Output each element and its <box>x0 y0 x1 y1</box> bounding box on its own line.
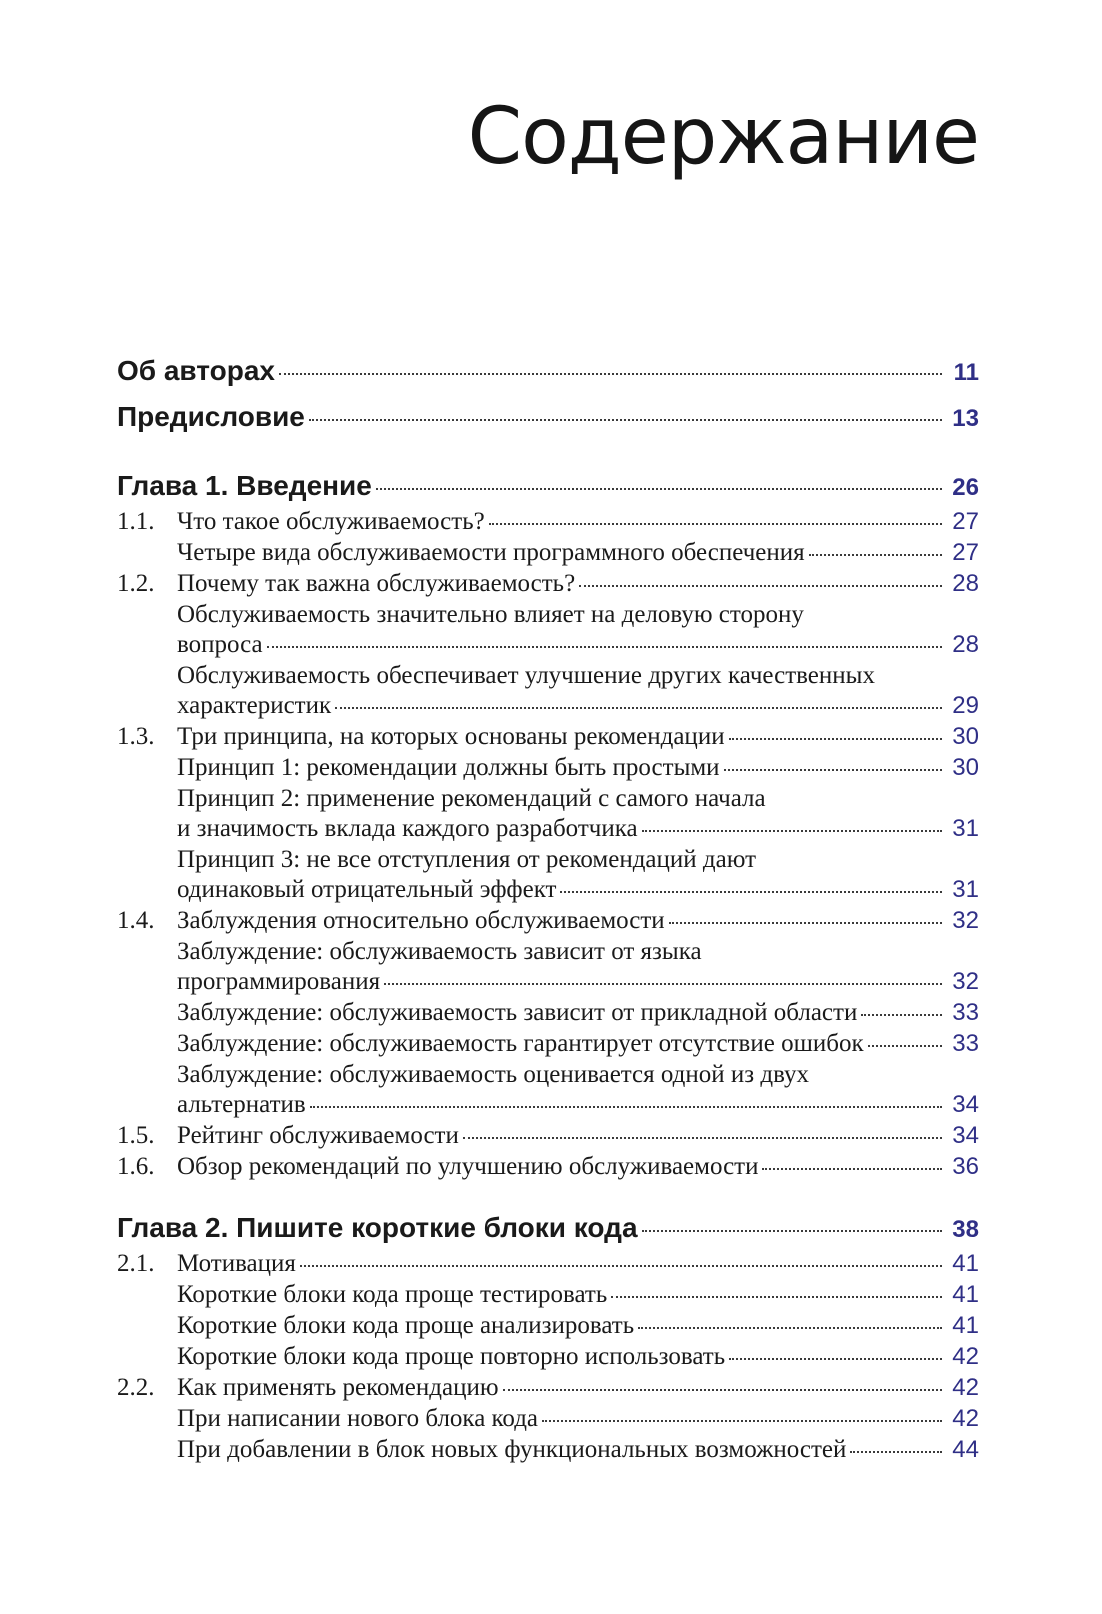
entry-title: Обслуживаемость обеспечивает улучшение других качественных <box>177 662 875 689</box>
dot-leader <box>861 1012 942 1016</box>
entry-title: Обзор рекомендаций по улучшению обслуживаемости <box>177 1153 759 1180</box>
toc-entry[interactable] <box>117 905 979 936</box>
page-number: 32 <box>952 907 979 934</box>
entry-title: одинаковый отрицательный эффект <box>177 876 557 903</box>
page-number: 31 <box>952 815 979 842</box>
entry-title: и значимость вклада каждого разработчика <box>177 815 638 842</box>
toc-entry[interactable] <box>117 1120 979 1151</box>
page-title: Содержание <box>467 92 979 182</box>
toc-entry[interactable] <box>117 568 979 599</box>
toc-entry[interactable] <box>117 1310 979 1341</box>
entry-title: Глава 2. Пишите короткие блоки кода <box>117 1212 638 1243</box>
table-of-contents <box>117 348 979 1465</box>
chapter-spacer <box>117 1182 979 1208</box>
toc-entry[interactable] <box>117 814 979 844</box>
toc-entry[interactable] <box>117 752 979 783</box>
page-number: 28 <box>952 631 979 658</box>
toc-entry[interactable] <box>117 997 979 1028</box>
toc-entry[interactable] <box>117 537 979 568</box>
toc-entry[interactable] <box>117 875 979 905</box>
entry-title: Что такое обслуживаемость? <box>177 508 485 535</box>
page-number: 33 <box>952 1030 979 1057</box>
page-number: 34 <box>952 1122 979 1149</box>
page-number: 42 <box>952 1374 979 1401</box>
section-number: 1.6. <box>117 1153 155 1180</box>
entry-title: программирования <box>177 968 381 995</box>
chapter-spacer <box>117 440 979 466</box>
page-number: 28 <box>952 570 979 597</box>
dot-leader <box>809 552 942 556</box>
dot-leader <box>611 1294 942 1298</box>
entry-title: Рейтинг обслуживаемости <box>177 1122 459 1149</box>
page-number: 41 <box>952 1312 979 1339</box>
page-number: 42 <box>952 1405 979 1432</box>
toc-entry[interactable] <box>117 783 979 814</box>
entry-title: Заблуждение: обслуживаемость зависит от прикладной области <box>177 999 858 1026</box>
entry-title: При добавлении в блок новых функциональных возможностей <box>177 1436 847 1463</box>
entry-title: Принцип 3: не все отступления от рекомендаций дают <box>177 846 757 873</box>
entry-title: Заблуждение: обслуживаемость зависит от языка <box>177 938 702 965</box>
page-number: 30 <box>952 723 979 750</box>
page-number: 32 <box>952 968 979 995</box>
dot-leader <box>335 705 942 709</box>
toc-entry[interactable] <box>117 466 979 506</box>
section-number: 1.4. <box>117 907 155 934</box>
toc-entry[interactable] <box>117 1403 979 1434</box>
page-number: 34 <box>952 1091 979 1118</box>
toc-entry[interactable] <box>117 599 979 630</box>
toc-entry[interactable] <box>117 967 979 997</box>
dot-leader <box>850 1449 942 1453</box>
page-number: 27 <box>952 508 979 535</box>
toc-entry[interactable] <box>117 1341 979 1372</box>
section-number: 1.5. <box>117 1122 155 1149</box>
dot-leader <box>376 486 942 490</box>
toc-entry[interactable] <box>117 721 979 752</box>
entry-title: Принцип 2: применение рекомендаций с самого начала <box>177 785 766 812</box>
entry-title: Короткие блоки кода проще повторно использовать <box>177 1343 726 1370</box>
dot-leader <box>310 1104 942 1108</box>
page-number: 41 <box>952 1250 979 1277</box>
entry-title: Обслуживаемость значительно влияет на деловую сторону <box>177 601 804 628</box>
dot-leader <box>463 1135 942 1139</box>
page-number: 27 <box>952 539 979 566</box>
entry-title: Заблуждение: обслуживаемость оценивается одной из двух <box>177 1061 810 1088</box>
toc-entry[interactable] <box>117 1090 979 1120</box>
dot-leader <box>503 1387 942 1391</box>
entry-title: Как применять рекомендацию <box>177 1374 499 1401</box>
dot-leader <box>642 828 942 832</box>
toc-entry[interactable] <box>117 394 979 440</box>
entry-title: Мотивация <box>177 1250 296 1277</box>
toc-entry[interactable] <box>117 348 979 394</box>
page-number: 29 <box>952 692 979 719</box>
toc-entry[interactable] <box>117 506 979 537</box>
section-number: 2.2. <box>117 1374 155 1401</box>
toc-entry[interactable] <box>117 1151 979 1182</box>
entry-title: Предисловие <box>117 401 305 432</box>
entry-title: Три принципа, на которых основаны рекомендации <box>177 723 725 750</box>
dot-leader <box>309 417 942 421</box>
entry-title: При написании нового блока кода <box>177 1405 539 1432</box>
entry-title: Почему так важна обслуживаемость? <box>177 570 576 597</box>
toc-entry[interactable] <box>117 1208 979 1248</box>
page-number: 44 <box>952 1436 979 1463</box>
toc-entry[interactable] <box>117 1059 979 1090</box>
page-number: 26 <box>952 474 979 501</box>
toc-entry[interactable] <box>117 1248 979 1279</box>
dot-leader <box>542 1418 942 1422</box>
entry-title: Заблуждения относительно обслуживаемости <box>177 907 665 934</box>
dot-leader <box>724 767 942 771</box>
entry-title: Глава 1. Введение <box>117 470 372 501</box>
dot-leader <box>638 1325 942 1329</box>
page-number: 41 <box>952 1281 979 1308</box>
dot-leader <box>868 1043 942 1047</box>
dot-leader <box>579 583 942 587</box>
entry-title: Об авторах <box>117 355 275 386</box>
toc-entry[interactable] <box>117 936 979 967</box>
entry-title: характеристик <box>177 692 332 719</box>
toc-entry[interactable] <box>117 1028 979 1059</box>
page-number: 38 <box>952 1216 979 1243</box>
entry-title: Короткие блоки кода проще анализировать <box>177 1312 635 1339</box>
page-number: 31 <box>952 876 979 903</box>
dot-leader <box>642 1228 942 1232</box>
toc-entry[interactable] <box>117 660 979 691</box>
section-number: 1.1. <box>117 508 155 535</box>
page-number: 42 <box>952 1343 979 1370</box>
dot-leader <box>300 1263 942 1267</box>
dot-leader <box>267 644 942 648</box>
toc-entry[interactable] <box>117 1279 979 1310</box>
entry-title: вопроса <box>177 631 263 658</box>
dot-leader <box>279 371 942 375</box>
section-number: 2.1. <box>117 1250 155 1277</box>
entry-title: Четыре вида обслуживаемости программного обеспечения <box>177 539 805 566</box>
dot-leader <box>762 1166 942 1170</box>
dot-leader <box>560 889 942 893</box>
section-number: 1.3. <box>117 723 155 750</box>
toc-entry[interactable] <box>117 1372 979 1403</box>
page-number: 11 <box>953 359 979 386</box>
entry-title: Заблуждение: обслуживаемость гарантирует отсутствие ошибок <box>177 1030 864 1057</box>
dot-leader <box>729 736 942 740</box>
section-number: 1.2. <box>117 570 155 597</box>
page-number: 30 <box>952 754 979 781</box>
page-number: 13 <box>952 405 979 432</box>
toc-entry[interactable] <box>117 1434 979 1465</box>
dot-leader <box>669 920 942 924</box>
toc-entry[interactable] <box>117 844 979 875</box>
toc-entry[interactable] <box>117 630 979 660</box>
toc-entry[interactable] <box>117 691 979 721</box>
entry-title: Короткие блоки кода проще тестировать <box>177 1281 608 1308</box>
dot-leader <box>489 521 942 525</box>
page-number: 36 <box>952 1153 979 1180</box>
entry-title: альтернатив <box>177 1091 306 1118</box>
dot-leader <box>384 981 942 985</box>
dot-leader <box>729 1356 942 1360</box>
entry-title: Принцип 1: рекомендации должны быть простыми <box>177 754 720 781</box>
page-number: 33 <box>952 999 979 1026</box>
